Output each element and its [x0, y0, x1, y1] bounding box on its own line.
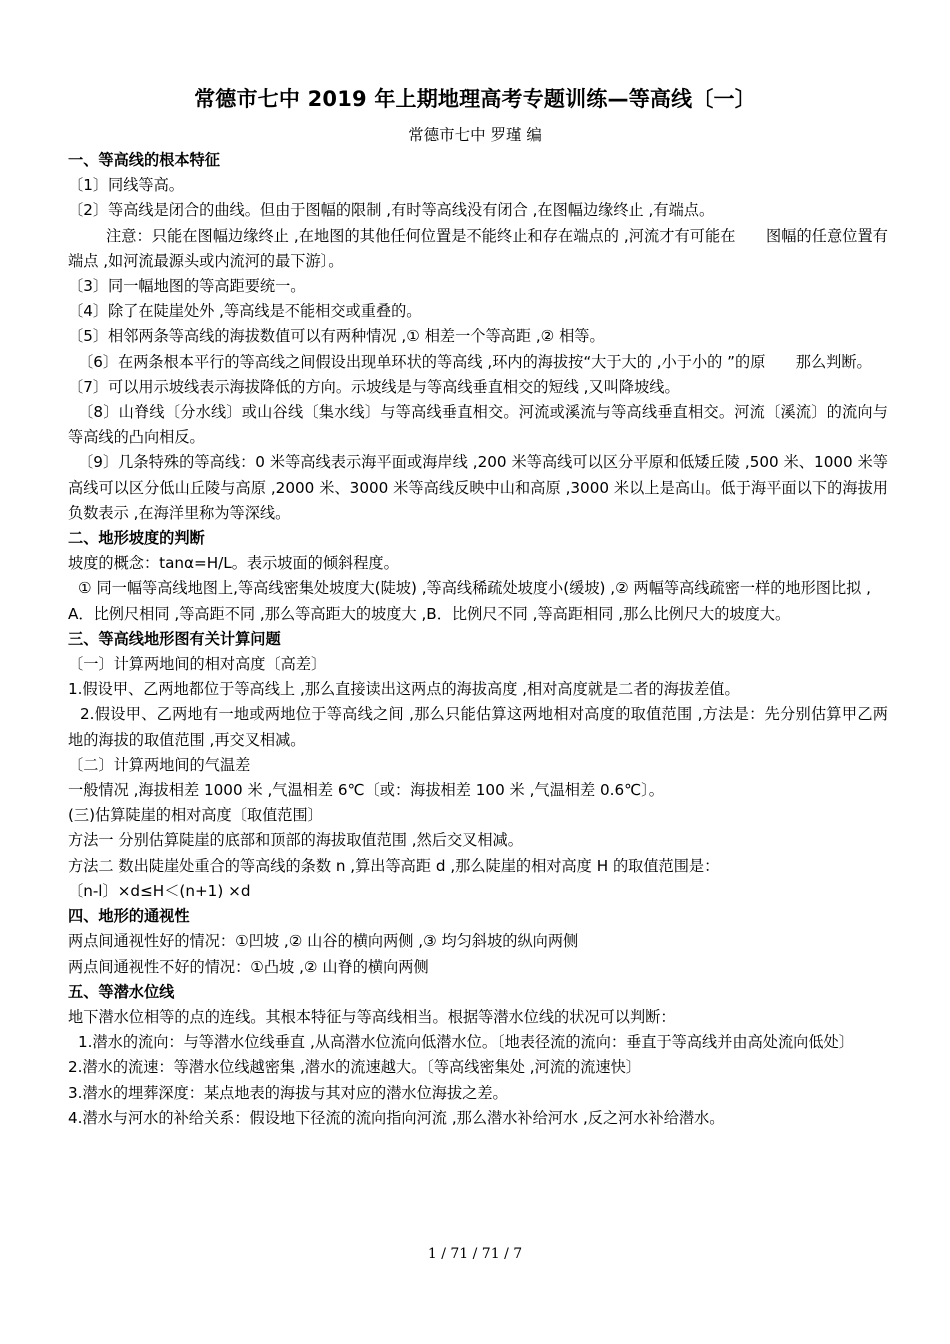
paragraph: 〔8〕山脊线〔分水线〕或山谷线〔集水线〕与等高线垂直相交。河流或溪流与等高线垂直相交。河流〔溪流〕的流向与等高线的凸向相反。 — [68, 403, 888, 447]
section-heading-1: 一、等高线的根本特征 — [68, 151, 220, 169]
paragraph: 1.潜水的流向：与等潜水位线垂直 ,从高潜水位流向低潜水位。〔地表径流的流向：垂直于等高线并由高处流向低处〕 — [78, 1033, 854, 1052]
paragraph: 两点间通视性不好的情况：①凸坡 ,② 山脊的横向两侧 — [68, 957, 429, 976]
paragraph: 〔4〕除了在陡崖处外 ,等高线是不能相交或重叠的。 — [68, 302, 422, 321]
section-heading-5: 五、等潜水位线 — [68, 982, 175, 1001]
subsection-heading: (三)估算陡崖的相对高度〔取值范围〕 — [68, 806, 323, 825]
paragraph: 〔5〕相邻两条等高线的海拔数值可以有两种情况 ,① 相差一个等高距 ,② 相等。 — [68, 327, 605, 346]
page-number: 1 / 71 / 71 / 7 — [427, 1246, 523, 1262]
section-heading-4: 四、地形的通视性 — [68, 907, 190, 926]
paragraph: 4.潜水与河水的补给关系：假设地下径流的流向指向河流 ,那么潜水补给河水 ,反之河水补给潜水。 — [68, 1108, 725, 1127]
paragraph: 3.潜水的埋葬深度：某点地表的海拔与其对应的潜水位海拔之差。 — [68, 1083, 508, 1102]
document-author: 常德市七中 罗瑾 编 — [408, 126, 542, 144]
paragraph: 2.潜水的流速：等潜水位线越密集 ,潜水的流速越大。〔等高线密集处 ,河流的流速快〕 — [68, 1058, 641, 1077]
subsection-heading: 〔二〕计算两地间的气温差 — [68, 755, 251, 774]
paragraph: 两点间通视性好的情况：①凹坡 ,② 山谷的横向两侧 ,③ 均匀斜坡的纵向两侧 — [68, 932, 579, 951]
formula: 〔n-l〕×d≤H＜(n+1) ×d — [68, 881, 251, 900]
paragraph: 坡度的概念：tanα=H/L。表示坡面的倾斜程度。 — [68, 554, 399, 573]
section-heading-3: 三、等高线地形图有关计算问题 — [68, 629, 281, 648]
paragraph: ① 同一幅等高线地图上,等高线密集处坡度大(陡坡) ,等高线稀疏处坡度小(缓坡) ,② 两幅等高线疏密一样的地形图比拟 , — [78, 579, 872, 598]
paragraph: 〔3〕同一幅地图的等高距要统一。 — [68, 277, 306, 296]
paragraph: 〔6〕在两条根本平行的等高线之间假设出现单环状的等高线 ,环内的海拔按“大于大的 ,小于小的 ”的原 那么判断。 — [78, 352, 872, 371]
paragraph: 〔7〕可以用示坡线表示海拔降低的方向。示坡线是与等高线垂直相交的短线 ,又叫降坡线。 — [68, 377, 680, 396]
section-heading-2: 二、地形坡度的判断 — [68, 529, 205, 548]
subsection-heading: 〔一〕计算两地间的相对高度〔高差〕 — [68, 655, 327, 674]
paragraph: 1.假设甲、乙两地都位于等高线上 ,那么直接读出这两点的海拔高度 ,相对高度就是二者的海拔差值。 — [68, 680, 740, 699]
document-title: 常德市七中 2019 年上期地理高考专题训练—等高线〔一〕 — [194, 87, 756, 111]
paragraph: 〔2〕等高线是闭合的曲线。但由于图幅的限制 ,有时等高线没有闭合 ,在图幅边缘终止 ,有端点。 — [68, 201, 715, 220]
document-body — [68, 148, 888, 1131]
paragraph: 〔1〕同线等高。 — [68, 176, 184, 195]
paragraph: 方法二 数出陡崖处重合的等高线的条数 n ,算出等高距 d ,那么陡崖的相对高度 H 的取值范围是： — [68, 856, 720, 875]
paragraph: 〔9〕几条特殊的等高线：0 米等高线表示海平面或海岸线 ,200 米等高线可以区分平原和低矮丘陵 ,500 米、1000 米等高线可以区分低山丘陵与高原 ,2000 米、3000 米等高线反映中山和高原 ,3000 米以上是高山。低于海平面以下的海拔用负数表示 ,在海洋里称为等深线。 — [68, 453, 888, 522]
paragraph: A．比例尺相同 ,等高距不同 ,那么等高距大的坡度大 ,B．比例尺不同 ,等高距相同 ,那么比例尺大的坡度大。 — [68, 604, 791, 623]
paragraph-note: 注意：只能在图幅边缘终止 ,在地图的其他任何位置是不能终止和存在端点的 ,河流才有可能在 图幅的任意位置有端点 ,如河流最源头或内流河的最下游〕。 — [68, 226, 888, 270]
paragraph: 方法一 分别估算陡崖的底部和顶部的海拔取值范围 ,然后交叉相减。 — [68, 831, 523, 850]
paragraph: 一般情况 ,海拔相差 1000 米 ,气温相差 6℃〔或：海拔相差 100 米 ,气温相差 0.6℃〕。 — [68, 781, 664, 800]
paragraph: 地下潜水位相等的点的连线。其根本特征与等高线相当。根据等潜水位线的状况可以判断： — [68, 1007, 676, 1026]
paragraph: 2.假设甲、乙两地有一地或两地位于等高线之间 ,那么只能估算这两地相对高度的取值范围 ,方法是：先分别估算甲乙两地的海拔的取值范围 ,再交叉相减。 — [68, 705, 888, 749]
